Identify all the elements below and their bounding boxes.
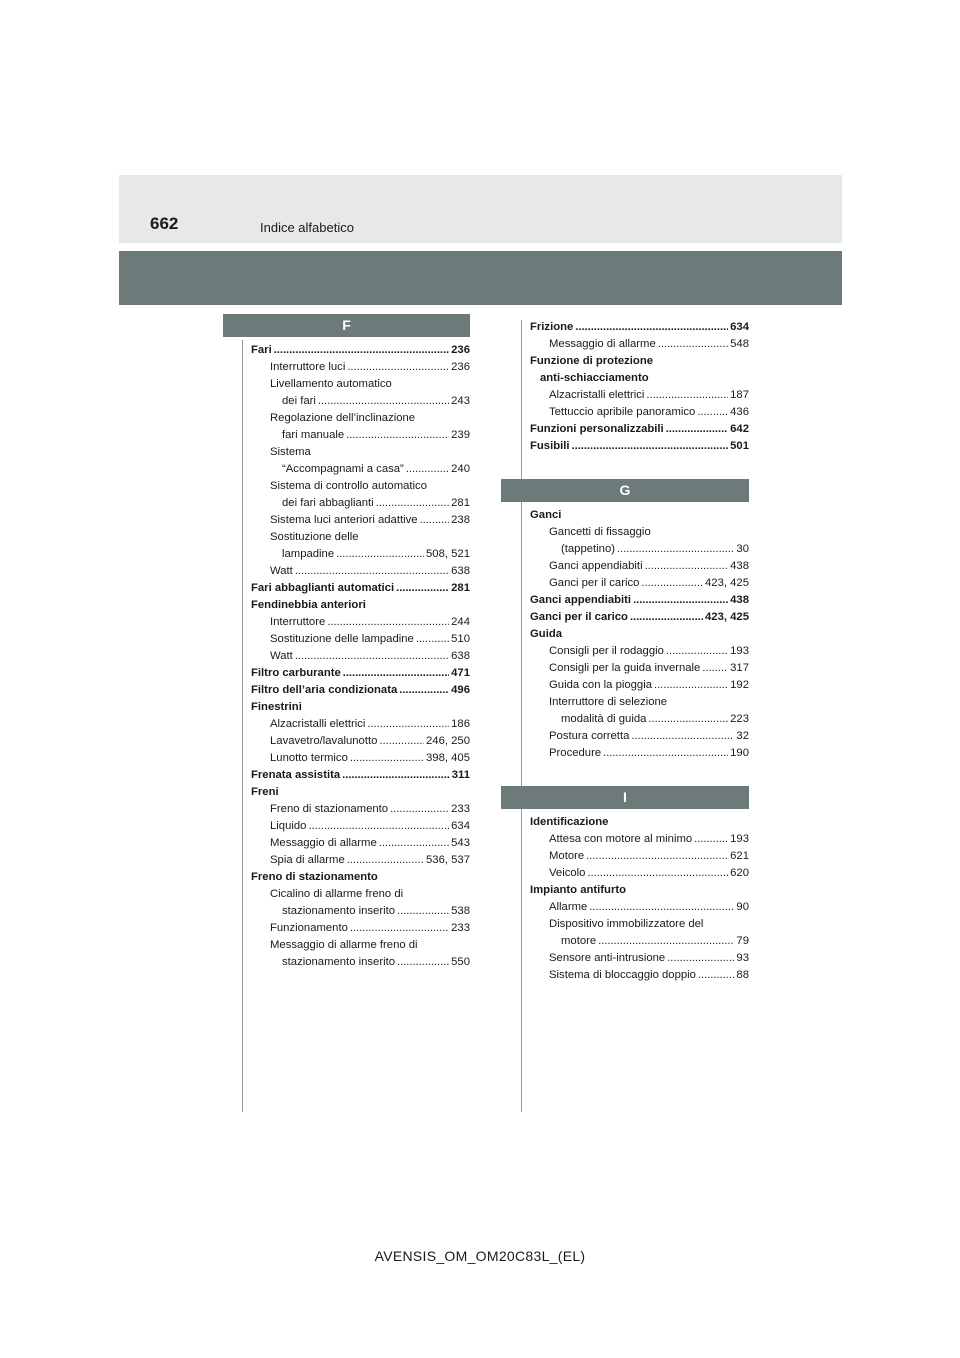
index-entry-term: Finestrini	[251, 701, 302, 713]
index-entry-term: Alzacristalli elettrici	[270, 718, 366, 730]
index-entry-term: Ganci per il carico	[530, 611, 628, 623]
index-entry-term: Freno di stazionamento	[270, 803, 389, 815]
index-entry-term: Ganci appendiabiti	[530, 594, 632, 606]
index-entry-leader-dots	[379, 733, 424, 750]
index-entry	[530, 592, 749, 609]
index-entry	[251, 512, 470, 529]
index-entry-leader-dots	[347, 852, 424, 869]
index-entry	[530, 643, 749, 660]
index-entry-leader-dots	[399, 682, 449, 699]
index-entry-leader-dots	[396, 580, 449, 597]
index-entry-leader-dots	[702, 660, 728, 677]
index-entry	[530, 848, 749, 865]
index-entry-leader-dots	[350, 920, 449, 937]
index-entry	[530, 319, 749, 336]
index-entry-leader-dots	[308, 818, 449, 835]
index-entry-leader-dots	[666, 421, 728, 438]
index-entry-term: Freni	[251, 786, 279, 798]
index-entry-term: Frizione	[530, 321, 574, 333]
index-entry-leader-dots	[598, 933, 734, 950]
index-entry	[251, 886, 470, 903]
index-entry-page-ref[interactable]: 93	[736, 952, 749, 964]
index-entry-page-ref[interactable]: 510	[451, 633, 470, 645]
index-entry-page-ref[interactable]: 223	[730, 713, 749, 725]
index-entry-leader-dots	[397, 903, 449, 920]
index-entry-page-ref[interactable]: 501	[730, 440, 749, 452]
index-entry	[251, 648, 470, 665]
index-entry	[251, 767, 470, 784]
index-entry-term: Alzacristalli elettrici	[549, 389, 645, 401]
index-entry	[530, 916, 749, 933]
index-entry-leader-dots	[295, 563, 449, 580]
index-entry	[530, 694, 749, 711]
section-letter-g: G	[501, 479, 749, 502]
index-entry	[530, 609, 749, 626]
index-entry-term: Messaggio di allarme	[549, 338, 656, 350]
index-entry-leader-dots	[630, 609, 703, 626]
index-entry-page-ref[interactable]: 423, 425	[705, 577, 749, 589]
index-entry-page-ref[interactable]: 398, 405	[426, 752, 470, 764]
index-entry	[251, 665, 470, 682]
section-entries	[530, 507, 749, 762]
index-entry	[251, 495, 470, 512]
index-entry	[251, 393, 470, 410]
index-entry-leader-dots	[697, 404, 728, 421]
index-entry-term: Consigli per il rodaggio	[549, 645, 664, 657]
index-entry-term: Sistema luci anteriori adattive	[270, 514, 418, 526]
index-entry	[530, 626, 749, 643]
index-entry-page-ref[interactable]: 190	[730, 747, 749, 759]
index-entry	[251, 529, 470, 546]
index-entry-term: fari manuale	[282, 429, 345, 441]
index-entry	[530, 899, 749, 916]
index-entry	[251, 580, 470, 597]
index-entry-leader-dots	[589, 899, 734, 916]
index-column-right	[530, 319, 749, 984]
index-entry-term: Fari abbaglianti automatici	[251, 582, 395, 594]
index-entry-term: “Accompagnami a casa”	[282, 463, 404, 475]
index-entry	[251, 614, 470, 631]
index-entry	[251, 818, 470, 835]
section-letter-i: I	[501, 786, 749, 809]
index-entry	[251, 801, 470, 818]
column-divider-left	[242, 340, 243, 1112]
index-entry	[251, 563, 470, 580]
index-entry-term: Fari	[251, 344, 272, 356]
index-entry	[530, 524, 749, 541]
index-entry-leader-dots	[572, 438, 729, 455]
index-entry-page-ref[interactable]: 634	[451, 820, 470, 832]
index-entry	[251, 835, 470, 852]
index-entry-term: Consigli per la guida invernale	[549, 662, 701, 674]
index-entry	[530, 660, 749, 677]
index-entry-term: motore	[561, 935, 597, 947]
index-entry-page-ref[interactable]: 638	[451, 650, 470, 662]
index-entry-page-ref[interactable]: 436	[730, 406, 749, 418]
index-entry-leader-dots	[666, 643, 728, 660]
index-entry-page-ref[interactable]: 496	[451, 684, 470, 696]
index-entry-term: Watt	[270, 565, 293, 577]
index-entry	[530, 882, 749, 899]
index-entry-term: Watt	[270, 650, 293, 662]
index-entry	[251, 903, 470, 920]
index-entry-term: Fendinebbia anteriori	[251, 599, 366, 611]
index-entry	[530, 404, 749, 421]
index-entry-term: Cicalino di allarme freno di	[270, 888, 404, 900]
index-entry-page-ref[interactable]: 88	[736, 969, 749, 981]
index-entry-term: Identificazione	[530, 816, 609, 828]
index-entry-term: Attesa con motore al minimo	[549, 833, 693, 845]
index-entry-term: Sistema di bloccaggio doppio	[549, 969, 696, 981]
index-entry-term: Interruttore	[270, 616, 326, 628]
index-entry	[251, 359, 470, 376]
index-entry-page-ref[interactable]: 536, 537	[426, 854, 470, 866]
index-entry	[251, 699, 470, 716]
index-entry-term: Postura corretta	[549, 730, 630, 742]
index-entry-leader-dots	[586, 848, 728, 865]
index-entry-leader-dots	[654, 677, 728, 694]
index-entry-leader-dots	[327, 614, 449, 631]
section-entries	[530, 814, 749, 984]
index-entry-page-ref[interactable]: 240	[451, 463, 470, 475]
index-entry-page-ref[interactable]: 246, 250	[426, 735, 470, 747]
index-entry-leader-dots	[379, 835, 449, 852]
index-entry-term: Lunotto termico	[270, 752, 348, 764]
index-entry-leader-dots	[342, 767, 450, 784]
index-entry	[530, 677, 749, 694]
index-entry-leader-dots	[350, 750, 424, 767]
index-entry-term: Ganci appendiabiti	[549, 560, 643, 572]
index-entry	[530, 933, 749, 950]
index-entry-page-ref[interactable]: 236	[451, 344, 470, 356]
index-entry-leader-dots	[390, 801, 449, 818]
index-entry-leader-dots	[646, 387, 728, 404]
index-entry-term: Veicolo	[549, 867, 586, 879]
index-entry	[530, 421, 749, 438]
index-entry-page-ref[interactable]: 30	[736, 543, 749, 555]
index-entry-leader-dots	[367, 716, 449, 733]
index-entry-leader-dots	[336, 546, 424, 563]
index-entry-term: Filtro carburante	[251, 667, 341, 679]
index-entry-leader-dots	[633, 592, 728, 609]
index-entry-term: Motore	[549, 850, 585, 862]
index-entry-page-ref[interactable]: 281	[451, 497, 470, 509]
index-entry-term: Gancetti di fissaggio	[549, 526, 651, 538]
index-entry-leader-dots	[587, 865, 728, 882]
index-entry-term: Guida	[530, 628, 563, 640]
index-entry	[530, 950, 749, 967]
index-entry-page-ref[interactable]: 233	[451, 803, 470, 815]
index-entry-term: stazionamento inserito	[282, 905, 396, 917]
index-entry	[251, 716, 470, 733]
index-entry-page-ref[interactable]: 192	[730, 679, 749, 691]
header-dark-band	[119, 251, 842, 305]
index-entry-leader-dots	[376, 495, 449, 512]
index-entry	[251, 597, 470, 614]
index-entry-term: Sistema	[270, 446, 311, 458]
index-entry-leader-dots	[698, 967, 734, 984]
index-entry-page-ref[interactable]: 236	[451, 361, 470, 373]
index-entry-leader-dots	[397, 954, 449, 971]
index-entry	[530, 387, 749, 404]
index-entry-term: anti-schiacciamento	[540, 372, 649, 384]
index-entry-leader-dots	[343, 665, 449, 682]
index-entry-leader-dots	[416, 631, 449, 648]
index-entry-term: Allarme	[549, 901, 588, 913]
index-entry-term: Frenata assistita	[251, 769, 341, 781]
index-entry-term: Fusibili	[530, 440, 570, 452]
index-entry-leader-dots	[658, 336, 728, 353]
document-code: AVENSIS_OM_OM20C83L_(EL)	[374, 1248, 586, 1264]
index-entry	[251, 631, 470, 648]
header-band	[119, 175, 842, 243]
index-entry	[530, 558, 749, 575]
index-entry-term: modalità di guida	[561, 713, 647, 725]
index-entry-page-ref[interactable]: 281	[451, 582, 470, 594]
index-entry-leader-dots	[274, 342, 449, 359]
index-entry-term: stazionamento inserito	[282, 956, 396, 968]
index-entry	[530, 438, 749, 455]
index-entry-leader-dots	[575, 319, 728, 336]
index-entry-page-ref[interactable]: 471	[451, 667, 470, 679]
index-entry-term: Interruttore luci	[270, 361, 346, 373]
index-entry	[251, 784, 470, 801]
index-entry	[251, 869, 470, 886]
index-entry-page-ref[interactable]: 620	[730, 867, 749, 879]
index-entry-leader-dots	[603, 745, 728, 762]
index-entry-leader-dots	[645, 558, 729, 575]
index-entry	[251, 954, 470, 971]
index-entry-page-ref[interactable]: 193	[730, 645, 749, 657]
index-entry-page-ref[interactable]: 239	[451, 429, 470, 441]
index-entry-page-ref[interactable]: 423, 425	[705, 611, 749, 623]
index-entry-leader-dots	[295, 648, 449, 665]
index-entry-term: (tappetino)	[561, 543, 616, 555]
index-entry-term: Sensore anti-intrusione	[549, 952, 666, 964]
index-entry-page-ref[interactable]: 550	[451, 956, 470, 968]
index-entry	[251, 546, 470, 563]
index-entry-term: Dispositivo immobilizzatore del	[549, 918, 704, 930]
index-entry-page-ref[interactable]: 186	[451, 718, 470, 730]
index-entry-term: Ganci	[530, 509, 562, 521]
index-entry-leader-dots	[420, 512, 450, 529]
index-entry	[251, 852, 470, 869]
index-entry-page-ref[interactable]: 238	[451, 514, 470, 526]
index-entry	[530, 831, 749, 848]
index-entry	[251, 427, 470, 444]
index-entry-term: Filtro dell’aria condizionata	[251, 684, 398, 696]
index-entry	[530, 745, 749, 762]
index-entry-page-ref[interactable]: 243	[451, 395, 470, 407]
index-entry	[251, 682, 470, 699]
continued-entries	[530, 319, 749, 455]
index-entry	[530, 728, 749, 745]
index-entry-term: Impianto antifurto	[530, 884, 627, 896]
index-entry-leader-dots	[346, 427, 449, 444]
index-entry-page-ref[interactable]: 638	[451, 565, 470, 577]
index-entry	[251, 342, 470, 359]
index-entry-leader-dots	[617, 541, 734, 558]
index-entry-term: Ganci per il carico	[549, 577, 640, 589]
index-entry-leader-dots	[648, 711, 728, 728]
index-entry-page-ref[interactable]: 438	[730, 594, 749, 606]
index-entry-term: Regolazione dell’inclinazione	[270, 412, 416, 424]
index-entry	[251, 444, 470, 461]
index-entry-term: Liquido	[270, 820, 307, 832]
index-entry	[530, 711, 749, 728]
index-entry-term: Sostituzione delle lampadine	[270, 633, 414, 645]
index-entry-leader-dots	[694, 831, 728, 848]
index-entry	[251, 937, 470, 954]
index-entry-page-ref[interactable]: 621	[730, 850, 749, 862]
index-entry-leader-dots	[667, 950, 734, 967]
index-entry	[251, 733, 470, 750]
index-entry-page-ref[interactable]: 32	[736, 730, 749, 742]
index-entry	[530, 541, 749, 558]
index-entry	[530, 353, 749, 370]
index-entry-page-ref[interactable]: 79	[736, 935, 749, 947]
index-column-left	[251, 314, 470, 971]
index-entry-term: Funzione di protezione	[530, 355, 654, 367]
index-entry-term: Lavavetro/lavalunotto	[270, 735, 378, 747]
index-entry-page-ref[interactable]: 317	[730, 662, 749, 674]
index-entry-term: Messaggio di allarme	[270, 837, 377, 849]
index-entry-term: dei fari	[282, 395, 316, 407]
index-entry-page-ref[interactable]: 642	[730, 423, 749, 435]
page-number: 662	[150, 214, 179, 233]
index-entry-term: Funzioni personalizzabili	[530, 423, 664, 435]
index-entry-term: Interruttore di selezione	[549, 696, 668, 708]
index-entry-page-ref[interactable]: 233	[451, 922, 470, 934]
index-entry	[530, 336, 749, 353]
section-letter-f: F	[223, 314, 470, 337]
index-entry	[530, 507, 749, 524]
index-entry-term: Messaggio di allarme freno di	[270, 939, 418, 951]
index-entry	[530, 865, 749, 882]
index-entry-page-ref[interactable]: 634	[730, 321, 749, 333]
section-entries	[251, 342, 470, 971]
index-entry	[251, 750, 470, 767]
index-entry-page-ref[interactable]: 311	[451, 769, 470, 781]
index-entry	[530, 575, 749, 592]
index-entry-page-ref[interactable]: 244	[451, 616, 470, 628]
index-entry-term: Guida con la pioggia	[549, 679, 653, 691]
index-entry-page-ref[interactable]: 438	[730, 560, 749, 572]
index-entry-page-ref[interactable]: 193	[730, 833, 749, 845]
index-entry-page-ref[interactable]: 548	[730, 338, 749, 350]
index-entry-page-ref[interactable]: 90	[736, 901, 749, 913]
index-entry-leader-dots	[318, 393, 449, 410]
index-entry	[251, 376, 470, 393]
index-entry	[251, 410, 470, 427]
index-entry-term: Freno di stazionamento	[251, 871, 378, 883]
index-entry-term: Spia di allarme	[270, 854, 345, 866]
index-entry-page-ref[interactable]: 538	[451, 905, 470, 917]
index-entry	[251, 478, 470, 495]
index-entry	[251, 461, 470, 478]
index-entry-term: Tettuccio apribile panoramico	[549, 406, 696, 418]
index-entry	[251, 920, 470, 937]
index-entry-term: lampadine	[282, 548, 335, 560]
index-entry-page-ref[interactable]: 508, 521	[426, 548, 470, 560]
index-entry-page-ref[interactable]: 187	[730, 389, 749, 401]
index-entry-leader-dots	[347, 359, 449, 376]
index-entry	[530, 814, 749, 831]
index-entry-term: dei fari abbaglianti	[282, 497, 374, 509]
index-entry-leader-dots	[641, 575, 703, 592]
index-entry-term: Sistema di controllo automatico	[270, 480, 427, 492]
index-entry-leader-dots	[631, 728, 734, 745]
index-entry	[530, 967, 749, 984]
index-entry-term: Funzionamento	[270, 922, 348, 934]
column-divider-middle	[521, 320, 522, 1112]
index-entry-term: Procedure	[549, 747, 602, 759]
index-entry-page-ref[interactable]: 543	[451, 837, 470, 849]
section-title: Indice alfabetico	[260, 220, 354, 235]
index-entry-term: Sostituzione delle	[270, 531, 359, 543]
index-entry-term: Livellamento automatico	[270, 378, 392, 390]
index-entry-leader-dots	[406, 461, 449, 478]
index-entry	[530, 370, 749, 387]
